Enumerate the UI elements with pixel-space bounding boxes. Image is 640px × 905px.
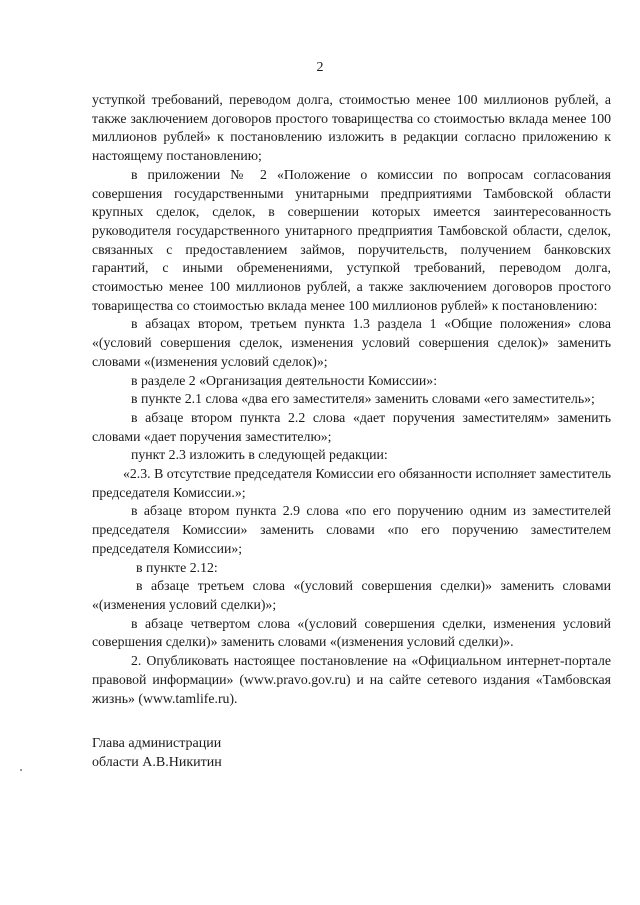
paragraph-item-2-12-third: в абзаце третьем слова «(условий совершения сделки)» заменить словами «(изменения условий сделки)»; (92, 578, 611, 612)
paragraph-publication: 2. Опубликовать настоящее постановление на «Официальном интернет-портале правовой информации» (www.pravo.gov.ru) и на сайте сетевого издания «Тамбовская жизнь» (www.tamlife.ru). (92, 653, 611, 706)
paragraph-appendix-2: в приложении № 2 «Положение о комиссии по вопросам согласования совершения государственными унитарными предприятиями Тамбовской области крупных сделок, сделок, в совершении которых имеется заинтересованность руководителя государственного унитарного предприятия Тамбовской области, сделок, связанных с предоставлением займов, поручительств, получением банковских гарантий, с иными обременениями, уступкой требований, переводом долга, стоимостью менее 100 миллионов рублей, а также заключением договоров простого товарищества со стоимостью вклада менее 100 миллионов рублей» к постановлению: (92, 166, 611, 313)
paragraph-item-2-12-fourth: в абзаце четвертом слова «(условий совершения сделки, изменения условий совершения сделки)» заменить словами «(изменения условий сделки)». (92, 615, 611, 650)
paragraph-item-2-9: в абзаце втором пункта 2.9 слова «по его поручению одним из заместителей председателя Комиссии» заменить словами «по его поручению заместителем председателя Комиссии»; (92, 503, 611, 556)
paragraph-section-1-3: в абзацах втором, третьем пункта 1.3 раздела 1 «Общие положения» слова «(условий совершения сделок, изменения условий совершения сделок)» заменить словами «(изменения условий сделок)»; (92, 316, 611, 369)
page-number: 2 (316, 60, 324, 75)
signature-position: Глава администрации (92, 736, 222, 751)
signature-name: области А.В.Никитин (92, 755, 222, 770)
scan-speck (20, 769, 22, 771)
paragraph-item-2-12: в пункте 2.12: (136, 559, 218, 575)
document-body (92, 91, 611, 708)
paragraph-item-2-3-text: «2.3. В отсутствие председателя Комиссии его обязанности исполняет заместитель председателя Комиссии.»; (92, 466, 611, 500)
signature-block (92, 734, 222, 772)
paragraph-item-2-3: пункт 2.3 изложить в следующей редакции: (131, 447, 388, 463)
paragraph-section-2: в разделе 2 «Организация деятельности Комиссии»: (131, 372, 438, 388)
paragraph-item-2-1: в пункте 2.1 слова «два его заместителя» заменить словами «его заместитель»; (131, 391, 595, 407)
paragraph-item-2-2: в абзаце втором пункта 2.2 слова «дает поручения заместителям» заменить словами «дает поручения заместителю»; (92, 409, 611, 444)
paragraph-continuation: уступкой требований, переводом долга, стоимостью менее 100 миллионов рублей, а также заключением договоров простого товарищества со стоимостью вклада менее 100 миллионов рублей» к постановлению изложить в редакции согласно приложению к настоящему постановлению; (92, 92, 611, 164)
